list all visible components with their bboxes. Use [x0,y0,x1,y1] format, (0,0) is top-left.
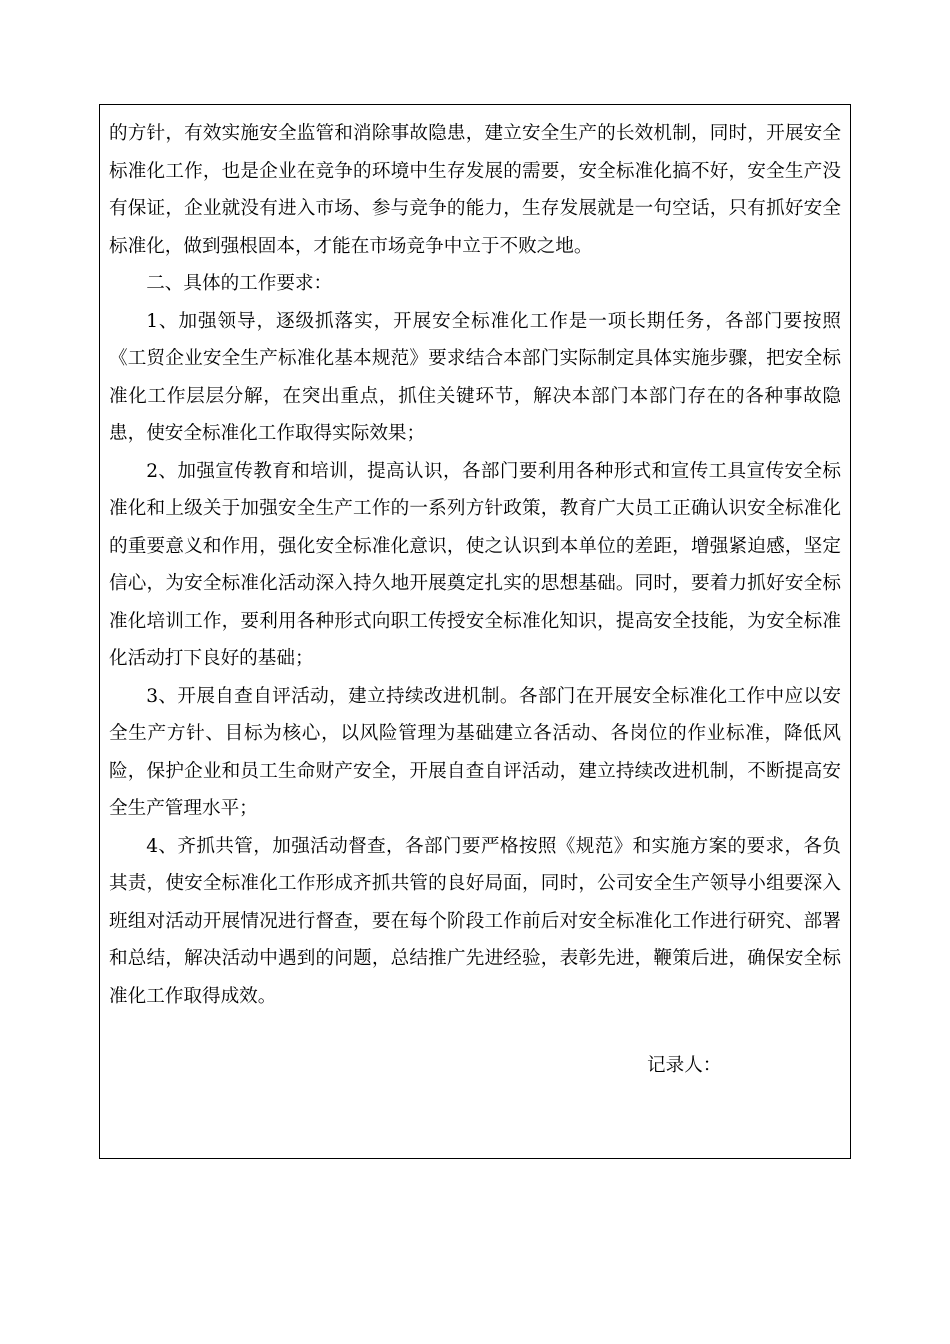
paragraph-continuation: 的方针，有效实施安全监管和消除事故隐患，建立安全生产的长效机制，同时，开展安全标准化工作，也是企业在竞争的环境中生存发展的需要，安全标准化搞不好，安全生产没有保证，企业就没有进入市场、参与竞争的能力，生存发展就是一句空话，只有抓好安全标准化，做到强根固本，才能在市场竞争中立于不败之地。 [109,123,841,257]
paragraph-item-3: 3、开展自查自评活动，建立持续改进机制。各部门在开展安全标准化工作中应以安全生产方针、目标为核心，以风险管理为基础建立各活动、各岗位的作业标准，降低风险，保护企业和员工生命财产安全，开展自查自评活动，建立持续改进机制，不断提高安全生产管理水平； [109,685,841,819]
recorder-label: 记录人： [647,1055,722,1076]
record-form-box [99,104,851,1159]
paragraph-item-1: 1、加强领导，逐级抓落实，开展安全标准化工作是一项长期任务，各部门要按照《工贸企业安全生产标准化基本规范》要求结合本部门实际制定具体实施步骤，把安全标准化工作层层分解，在突出重点，抓住关键环节，解决本部门本部门存在的各种事故隐患，使安全标准化工作取得实际效果； [109,310,841,444]
document-body [109,115,841,1015]
section-heading-work-requirements: 二、具体的工作要求： [146,273,333,294]
paragraph-item-2: 2、加强宣传教育和培训，提高认识，各部门要利用各种形式和宣传工具宣传安全标准化和上级关于加强安全生产工作的一系列方针政策，教育广大员工正确认识安全标准化的重要意义和作用，强化安全标准化意识，使之认识到本单位的差距，增强紧迫感，坚定信心，为安全标准化活动深入持久地开展奠定扎实的思想基础。同时，要着力抓好安全标准化培训工作，要利用各种形式向职工传授安全标准化知识，提高安全技能，为安全标准化活动打下良好的基础； [109,460,841,669]
paragraph-item-4: 4、齐抓共管，加强活动督查，各部门要严格按照《规范》和实施方案的要求，各负其责，使安全标准化工作形成齐抓共管的良好局面，同时，公司安全生产领导小组要深入班组对活动开展情况进行督查，要在每个阶段工作前后对安全标准化工作进行研究、部署和总结，解决活动中遇到的问题，总结推广先进经验，表彰先进，鞭策后进，确保安全标准化工作取得成效。 [109,835,841,1007]
